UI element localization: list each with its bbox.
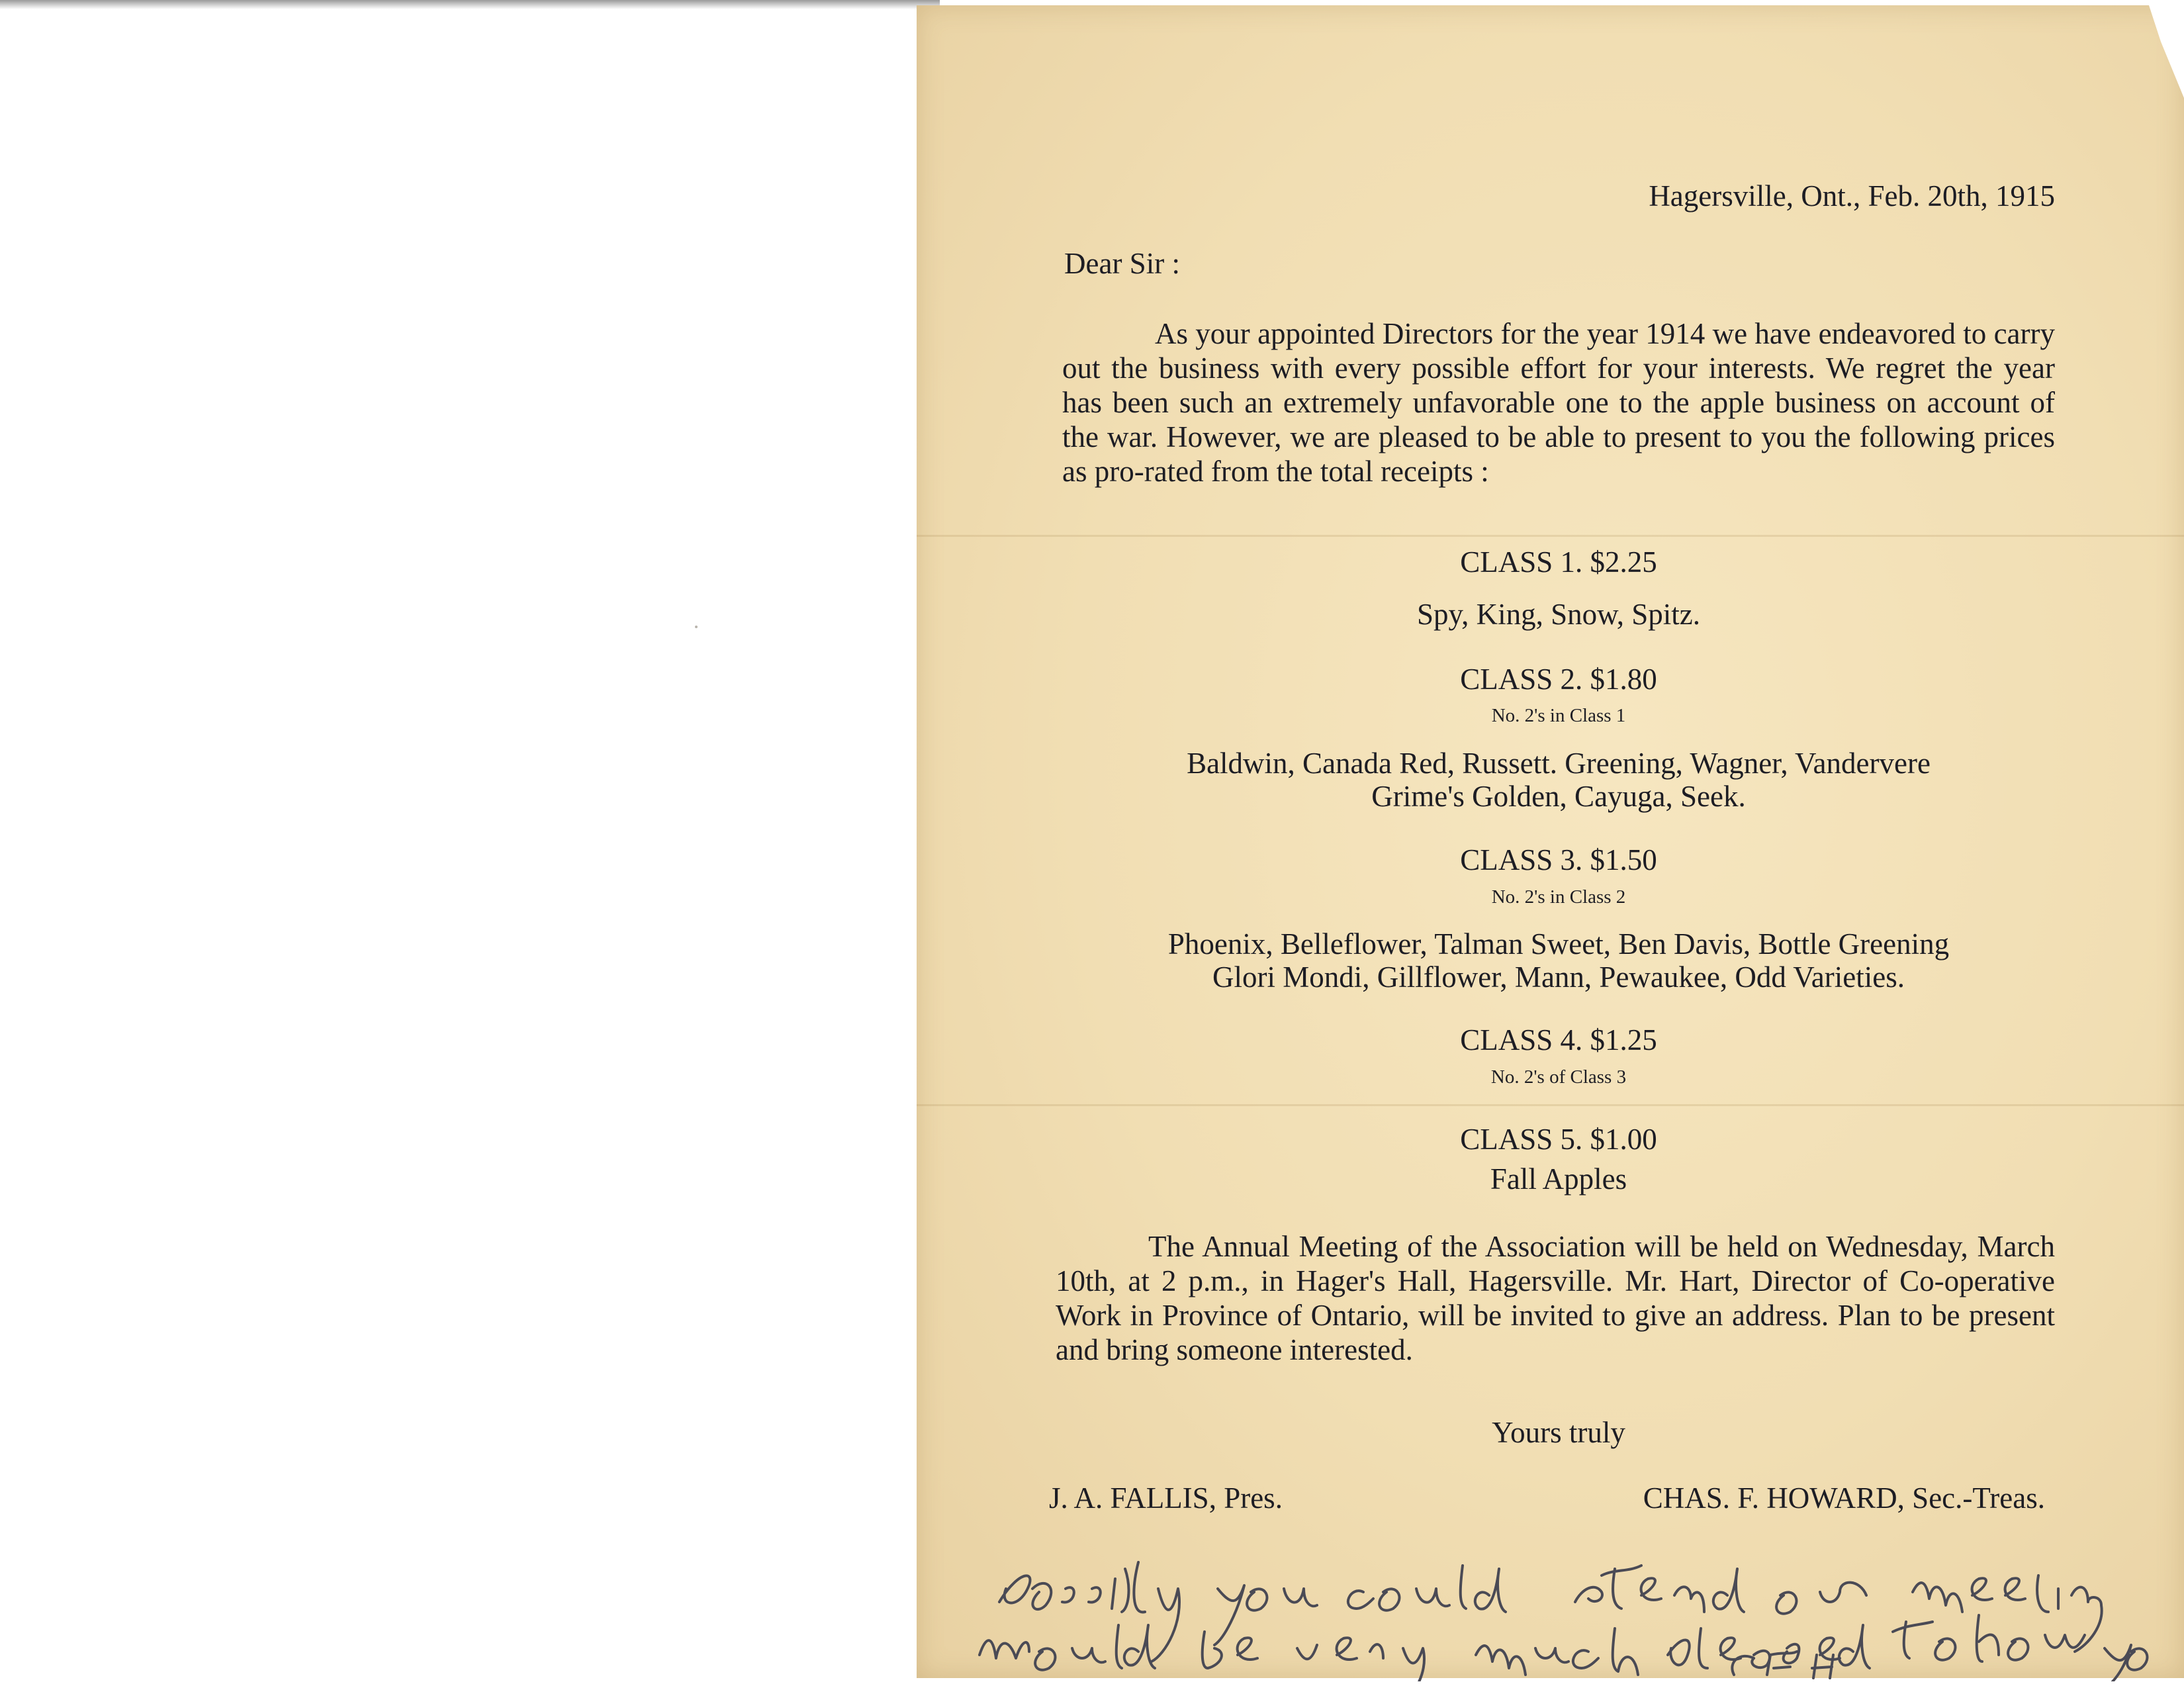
dust-speck: [695, 626, 698, 628]
president-signature: J. A. FALLIS, Pres.: [1049, 1481, 1283, 1515]
class-3-note: No. 2's in Class 2: [1491, 886, 1626, 908]
fold-line: [917, 535, 2184, 537]
salutation: Dear Sir :: [1064, 247, 1180, 280]
dateline: Hagersville, Ont., Feb. 20th, 1915: [1649, 179, 2055, 212]
scanner-edge: [0, 0, 940, 9]
class-4-heading: CLASS 4. $1.25: [1460, 1023, 1657, 1056]
handwritten-note: [940, 1542, 2164, 1681]
class-1-varieties: Spy, King, Snow, Spitz.: [1417, 598, 1700, 631]
class-5-varieties: Fall Apples: [1490, 1162, 1627, 1196]
meeting-paragraph: The Annual Meeting of the Association will be held on Wednesday, March 10th, at 2 p.m., in Hager's Hall, Hagersville. Mr. Hart, Director of Co-operative Work in Province of Ontario, will be invited to give an address. Plan to be present and bring someone interested.: [1056, 1230, 2055, 1366]
secretary-signature: CHAS. F. HOWARD, Sec.-Treas.: [1643, 1481, 2045, 1515]
class-3-heading: CLASS 3. $1.50: [1460, 843, 1657, 876]
class-3-varieties-line2: Glori Mondi, Gillflower, Mann, Pewaukee, Odd Varieties.: [1212, 961, 1905, 994]
closing: Yours truly: [1492, 1416, 1625, 1449]
class-2-heading: CLASS 2. $1.80: [1460, 663, 1657, 696]
class-5-heading: CLASS 5. $1.00: [1460, 1123, 1657, 1156]
class-2-note: No. 2's in Class 1: [1491, 705, 1626, 726]
class-2-varieties-line1: Baldwin, Canada Red, Russett. Greening, Wagner, Vandervere: [1187, 747, 1931, 780]
class-3-varieties-line1: Phoenix, Belleflower, Talman Sweet, Ben Davis, Bottle Greening: [1167, 927, 1950, 961]
intro-paragraph: As your appointed Directors for the year 1914 we have endeavored to carry out the business with every possible effort for your interests. We regret the year has been such an extremely unfavorable one to the apple business on account of the war. However, we are pleased to be able to present to you the following prices as pro-rated from the total receipts :: [1062, 317, 2055, 488]
class-2-varieties-line2: Grime's Golden, Cayuga, Seek.: [1371, 780, 1746, 813]
fold-line: [917, 1104, 2184, 1106]
class-4-note: No. 2's of Class 3: [1490, 1066, 1627, 1088]
class-1-heading: CLASS 1. $2.25: [1460, 545, 1657, 579]
